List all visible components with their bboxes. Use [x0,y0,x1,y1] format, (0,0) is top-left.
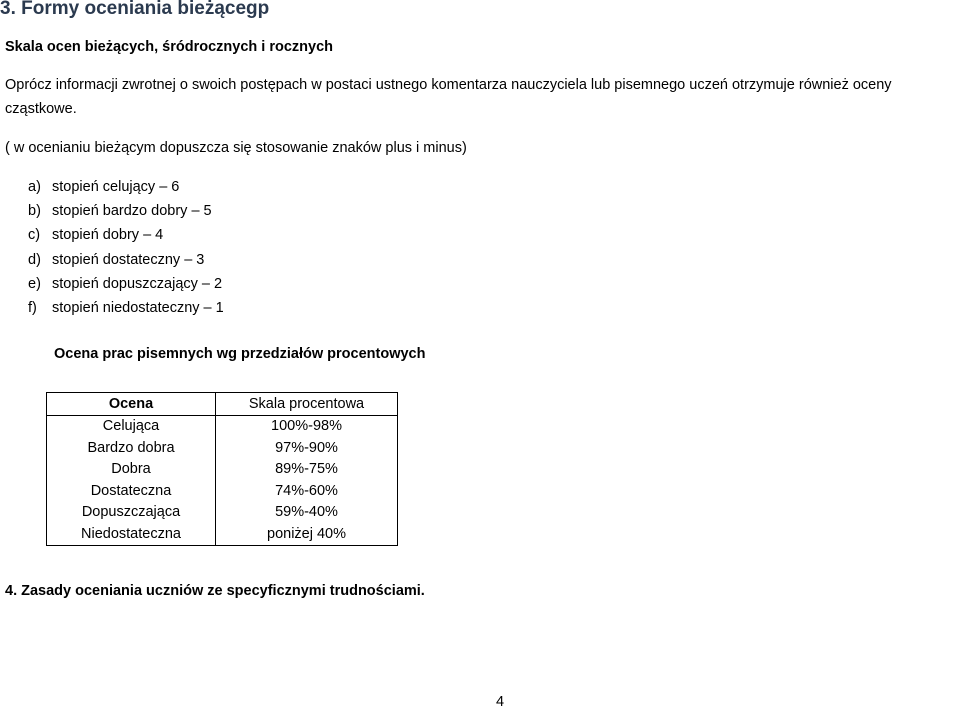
column-header-grade: Ocena [47,393,216,416]
grade-text: stopień dopuszczający – 2 [52,275,223,292]
section-heading: 3. Formy oceniania bieżącegp [0,0,270,19]
table-title: Ocena prac pisemnych wg przedziałów procentowych [54,346,426,362]
column-header-scale: Skala procentowa [216,393,398,416]
percentage-scale-table [46,392,398,546]
list-marker: a) [28,179,41,195]
grade-cell: Bardzo dobra [47,437,216,459]
grade-text: stopień dobry – 4 [52,227,164,244]
intro-paragraph-line-2: cząstkowe. [5,101,77,117]
table-row [47,437,398,459]
list-item [28,276,224,300]
list-marker: e) [28,275,41,292]
scale-cell: poniżej 40% [216,523,398,545]
grade-cell: Dopuszczająca [47,502,216,524]
scale-cell: 59%-40% [216,502,398,524]
list-item [28,179,224,203]
list-item [28,227,224,251]
scale-cell: 97%-90% [216,437,398,459]
table-row [47,523,398,545]
list-item [28,252,224,276]
grade-text: stopień celujący – 6 [52,179,180,195]
table-header-row [47,393,398,416]
grade-text: stopień dostateczny – 3 [52,251,205,268]
table-row [47,502,398,524]
plus-minus-note: ( w ocenianiu bieżącym dopuszcza się stosowanie znaków plus i minus) [5,140,467,156]
subheading: Skala ocen bieżących, śródrocznych i rocznych [5,39,333,55]
grade-cell: Dobra [47,459,216,481]
list-item [28,300,224,324]
grade-cell: Dostateczna [47,480,216,502]
scale-cell: 100%-98% [216,415,398,437]
grade-text: stopień niedostateczny – 1 [52,299,224,316]
list-item [28,203,224,227]
next-section-heading: 4. Zasady oceniania uczniów ze specyficznymi trudnościami. [5,583,425,599]
scale-cell: 74%-60% [216,480,398,502]
page-number: 4 [496,694,505,710]
list-marker: b) [28,203,41,220]
table-row [47,459,398,481]
scale-cell: 89%-75% [216,459,398,481]
intro-paragraph-line-1: Oprócz informacji zwrotnej o swoich postępach w postaci ustnego komentarza nauczyciela lub pisemnego uczeń otrzymuje również oceny [5,77,892,93]
grade-cell: Celująca [47,415,216,437]
grade-scale-list [28,179,224,324]
table-row [47,415,398,437]
grade-cell: Niedostateczna [47,523,216,545]
table-row [47,480,398,502]
list-marker: c) [28,227,41,244]
list-marker: d) [28,251,41,268]
list-marker: f) [28,299,37,316]
grade-text: stopień bardzo dobry – 5 [52,203,212,220]
